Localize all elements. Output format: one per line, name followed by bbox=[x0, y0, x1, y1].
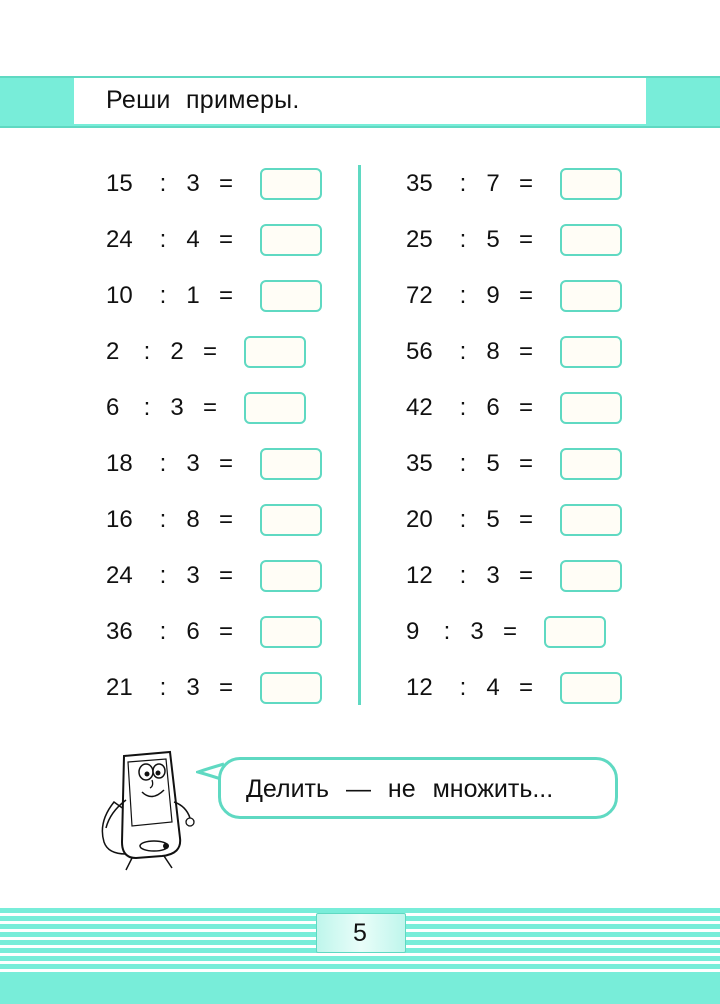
equals-sign: = bbox=[518, 674, 533, 701]
division-sign: : bbox=[159, 282, 167, 309]
divisor: 8 bbox=[486, 338, 500, 365]
division-sign: : bbox=[443, 618, 451, 645]
division-sign: : bbox=[159, 170, 167, 197]
answer-box[interactable] bbox=[260, 224, 322, 256]
division-sign: : bbox=[459, 282, 467, 309]
divisor: 1 bbox=[186, 282, 200, 309]
answer-box[interactable] bbox=[560, 280, 622, 312]
dividend: 2 bbox=[106, 338, 120, 365]
answer-box[interactable] bbox=[560, 672, 622, 704]
equals-sign: = bbox=[218, 562, 233, 589]
division-sign: : bbox=[143, 394, 151, 421]
division-sign: : bbox=[459, 170, 467, 197]
division-sign: : bbox=[459, 226, 467, 253]
division-sign: : bbox=[143, 338, 151, 365]
dividend: 25 bbox=[406, 226, 433, 253]
divisor: 7 bbox=[486, 170, 500, 197]
divisor: 4 bbox=[486, 674, 500, 701]
division-sign: : bbox=[159, 450, 167, 477]
answer-box[interactable] bbox=[560, 336, 622, 368]
divisor: 3 bbox=[470, 618, 484, 645]
equals-sign: = bbox=[202, 394, 217, 421]
equals-sign: = bbox=[218, 170, 233, 197]
dividend: 24 bbox=[106, 562, 133, 589]
dividend: 12 bbox=[406, 674, 433, 701]
divisor: 3 bbox=[186, 450, 200, 477]
equals-sign: = bbox=[518, 226, 533, 253]
division-sign: : bbox=[459, 674, 467, 701]
division-sign: : bbox=[459, 506, 467, 533]
divisor: 3 bbox=[186, 562, 200, 589]
division-sign: : bbox=[159, 562, 167, 589]
equation-row bbox=[406, 324, 622, 380]
equation-row bbox=[106, 156, 322, 212]
instruction-text: Реши примеры. bbox=[106, 86, 300, 114]
equation-row bbox=[406, 380, 622, 436]
answer-box[interactable] bbox=[260, 280, 322, 312]
equals-sign: = bbox=[218, 674, 233, 701]
divisor: 4 bbox=[186, 226, 200, 253]
equals-sign: = bbox=[502, 618, 517, 645]
mascot-calculator-icon bbox=[92, 742, 202, 872]
equation-row bbox=[406, 548, 622, 604]
equation-row bbox=[406, 156, 622, 212]
answer-box[interactable] bbox=[260, 672, 322, 704]
answer-box[interactable] bbox=[560, 504, 622, 536]
dividend: 20 bbox=[406, 506, 433, 533]
dividend: 15 bbox=[106, 170, 133, 197]
answer-box[interactable] bbox=[560, 392, 622, 424]
equals-sign: = bbox=[202, 338, 217, 365]
footer-band bbox=[0, 972, 720, 1004]
answer-box[interactable] bbox=[260, 560, 322, 592]
equation-row bbox=[406, 492, 622, 548]
equation-row bbox=[406, 268, 622, 324]
division-sign: : bbox=[459, 394, 467, 421]
dividend: 72 bbox=[406, 282, 433, 309]
divisor: 3 bbox=[170, 394, 184, 421]
answer-box[interactable] bbox=[244, 392, 306, 424]
answer-box[interactable] bbox=[560, 560, 622, 592]
equation-row bbox=[106, 604, 322, 660]
right-column bbox=[406, 156, 622, 716]
answer-box[interactable] bbox=[260, 504, 322, 536]
divisor: 8 bbox=[186, 506, 200, 533]
column-divider bbox=[358, 165, 361, 705]
equals-sign: = bbox=[218, 506, 233, 533]
dividend: 36 bbox=[106, 618, 133, 645]
equation-row bbox=[106, 660, 322, 716]
divisor: 2 bbox=[170, 338, 184, 365]
division-sign: : bbox=[159, 506, 167, 533]
equation-row bbox=[106, 548, 322, 604]
divisor: 3 bbox=[186, 674, 200, 701]
equals-sign: = bbox=[518, 282, 533, 309]
divisor: 3 bbox=[186, 170, 200, 197]
dividend: 10 bbox=[106, 282, 133, 309]
equals-sign: = bbox=[518, 338, 533, 365]
equals-sign: = bbox=[218, 450, 233, 477]
dividend: 9 bbox=[406, 618, 420, 645]
equation-row bbox=[406, 604, 622, 660]
answer-box[interactable] bbox=[260, 616, 322, 648]
divisor: 6 bbox=[486, 394, 500, 421]
equals-sign: = bbox=[518, 170, 533, 197]
answer-box[interactable] bbox=[560, 224, 622, 256]
division-sign: : bbox=[159, 226, 167, 253]
dividend: 56 bbox=[406, 338, 433, 365]
divisor: 5 bbox=[486, 226, 500, 253]
dividend: 35 bbox=[406, 450, 433, 477]
equation-row bbox=[106, 492, 322, 548]
divisor: 9 bbox=[486, 282, 500, 309]
divisor: 5 bbox=[486, 506, 500, 533]
equation-row bbox=[406, 212, 622, 268]
dividend: 42 bbox=[406, 394, 433, 421]
equals-sign: = bbox=[218, 226, 233, 253]
divisor: 3 bbox=[486, 562, 500, 589]
equation-row bbox=[106, 268, 322, 324]
division-sign: : bbox=[459, 562, 467, 589]
equation-row bbox=[406, 660, 622, 716]
answer-box[interactable] bbox=[260, 168, 322, 200]
speech-bubble-text: Делить — не множить... bbox=[246, 775, 554, 803]
equals-sign: = bbox=[218, 618, 233, 645]
equals-sign: = bbox=[518, 450, 533, 477]
answer-box[interactable] bbox=[244, 336, 306, 368]
answer-box[interactable] bbox=[560, 168, 622, 200]
equation-row bbox=[106, 324, 322, 380]
dividend: 6 bbox=[106, 394, 120, 421]
equals-sign: = bbox=[518, 562, 533, 589]
equation-row bbox=[106, 212, 322, 268]
equation-row bbox=[106, 436, 322, 492]
divisor: 5 bbox=[486, 450, 500, 477]
equals-sign: = bbox=[218, 282, 233, 309]
page-number: 5 bbox=[353, 919, 367, 947]
equals-sign: = bbox=[518, 506, 533, 533]
answer-box[interactable] bbox=[560, 448, 622, 480]
dividend: 16 bbox=[106, 506, 133, 533]
equals-sign: = bbox=[518, 394, 533, 421]
division-sign: : bbox=[459, 450, 467, 477]
equation-row bbox=[106, 380, 322, 436]
dividend: 35 bbox=[406, 170, 433, 197]
dividend: 24 bbox=[106, 226, 133, 253]
dividend: 18 bbox=[106, 450, 133, 477]
division-sign: : bbox=[159, 618, 167, 645]
dividend: 21 bbox=[106, 674, 133, 701]
dividend: 12 bbox=[406, 562, 433, 589]
left-column bbox=[106, 156, 322, 716]
division-sign: : bbox=[159, 674, 167, 701]
equation-row bbox=[406, 436, 622, 492]
divisor: 6 bbox=[186, 618, 200, 645]
answer-box[interactable] bbox=[260, 448, 322, 480]
answer-box[interactable] bbox=[544, 616, 606, 648]
division-sign: : bbox=[459, 338, 467, 365]
